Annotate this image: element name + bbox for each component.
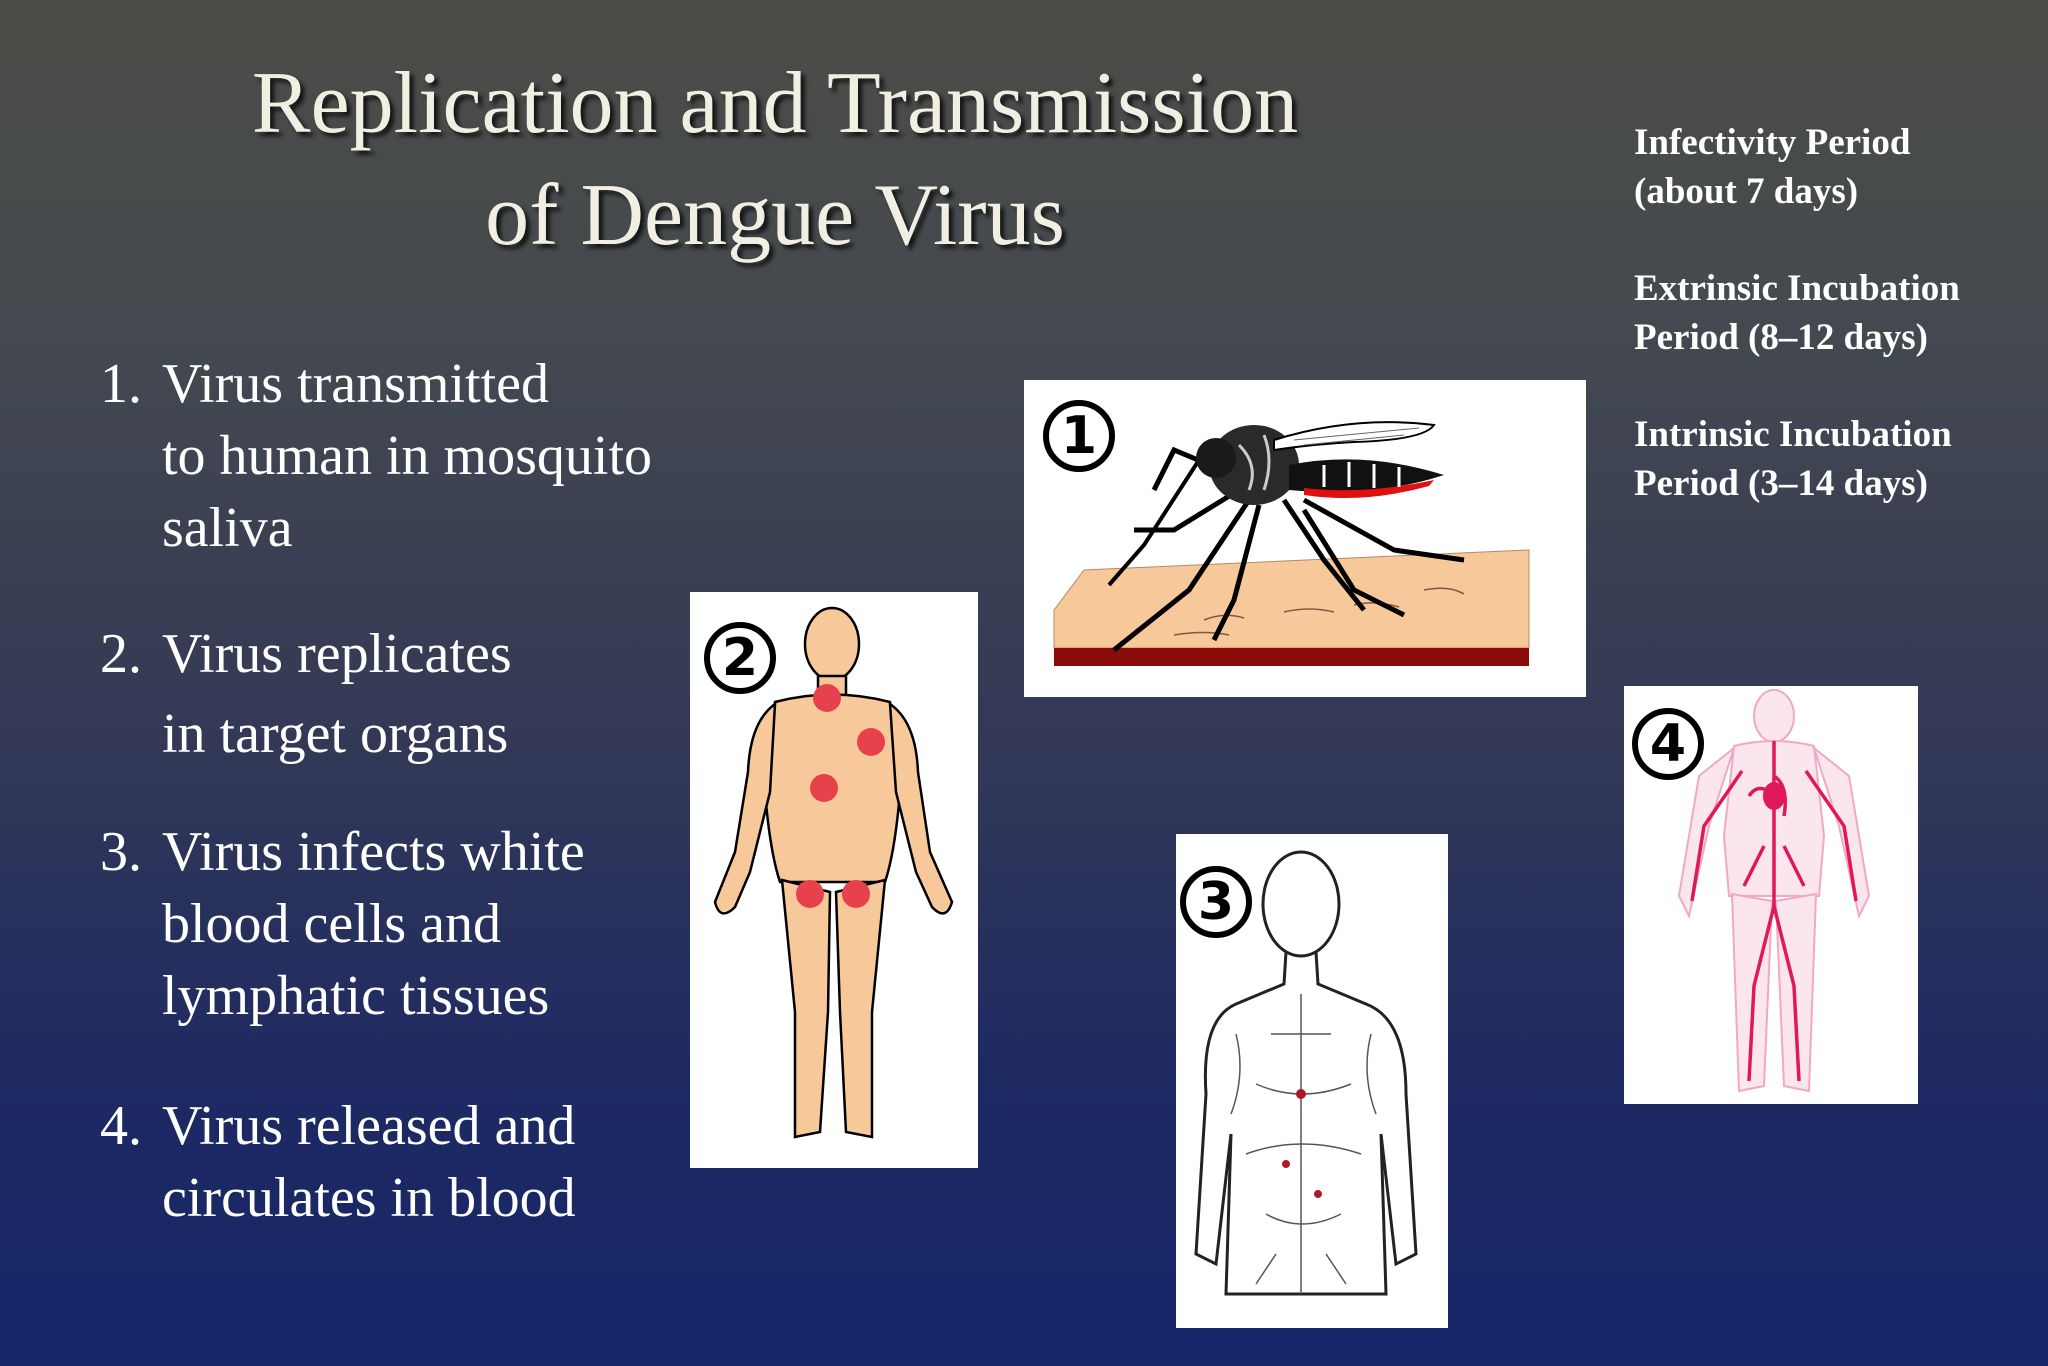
human-organs-panel bbox=[690, 592, 978, 1168]
extrinsic-period-line-2: Period (8–12 days) bbox=[1634, 317, 1928, 358]
step-1-line-3: saliva bbox=[162, 497, 293, 559]
step-3 bbox=[100, 816, 585, 1032]
infectivity-period-line-1: Infectivity Period bbox=[1634, 122, 1911, 163]
step-4 bbox=[100, 1090, 576, 1234]
slide-title-line-1: Replication and Transmission bbox=[251, 55, 1299, 152]
step-2-line-2: in target organs bbox=[162, 703, 509, 765]
circulation-panel bbox=[1624, 686, 1918, 1104]
step-3-line-1: Virus infects white bbox=[162, 821, 585, 883]
extrinsic-incubation-period bbox=[1634, 264, 2034, 362]
step-3-line-3: lymphatic tissues bbox=[162, 965, 550, 1027]
lymphatic-panel bbox=[1176, 834, 1448, 1328]
panel-badge-2: 2 bbox=[704, 622, 776, 694]
step-2 bbox=[100, 614, 512, 774]
slide-title bbox=[140, 48, 1410, 272]
step-2-number: 2. bbox=[100, 623, 142, 685]
period-list bbox=[1634, 118, 2034, 556]
step-4-line-2: circulates in blood bbox=[162, 1167, 576, 1229]
panel-badge-4: 4 bbox=[1632, 708, 1704, 780]
intrinsic-period-line-2: Period (3–14 days) bbox=[1634, 463, 1928, 504]
step-3-line-2: blood cells and bbox=[162, 893, 502, 955]
infectivity-period-line-2: (about 7 days) bbox=[1634, 171, 1859, 212]
step-1-number: 1. bbox=[100, 353, 142, 415]
mosquito-panel bbox=[1024, 380, 1586, 697]
step-1-line-2: to human in mosquito bbox=[162, 425, 652, 487]
slide-title-line-2: of Dengue Virus bbox=[485, 167, 1065, 264]
step-2-line-1: Virus replicates bbox=[162, 623, 512, 685]
intrinsic-incubation-period bbox=[1634, 410, 2034, 508]
step-1-line-1: Virus transmitted bbox=[162, 353, 550, 415]
infectivity-period bbox=[1634, 118, 2034, 216]
panel-badge-1: 1 bbox=[1043, 400, 1115, 472]
step-1 bbox=[100, 348, 652, 564]
step-4-line-1: Virus released and bbox=[162, 1095, 576, 1157]
step-3-number: 3. bbox=[100, 821, 142, 883]
extrinsic-period-line-1: Extrinsic Incubation bbox=[1634, 268, 1960, 309]
panel-badge-3: 3 bbox=[1180, 866, 1252, 938]
step-4-number: 4. bbox=[100, 1095, 142, 1157]
intrinsic-period-line-1: Intrinsic Incubation bbox=[1634, 414, 1952, 455]
